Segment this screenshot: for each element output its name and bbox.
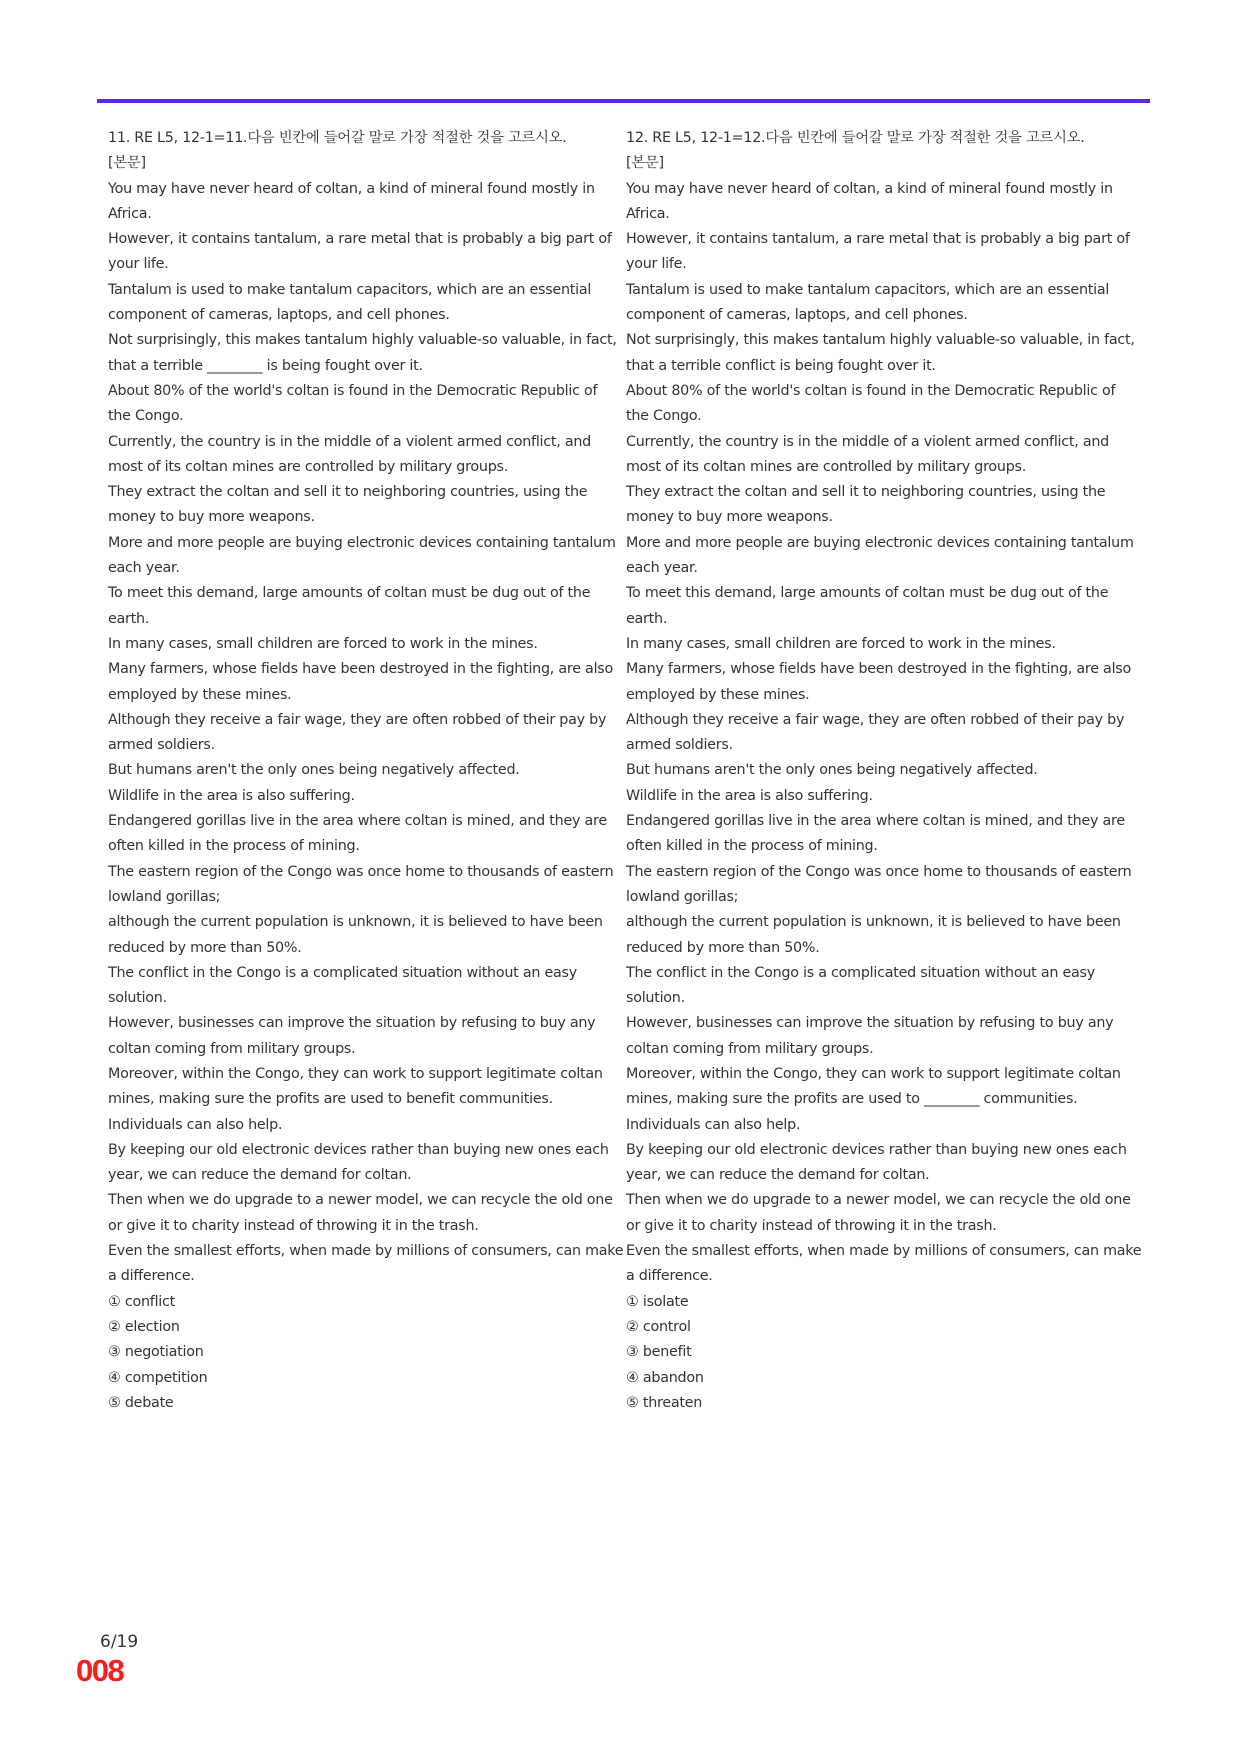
text-line: ⑤ threaten [626, 1394, 703, 1411]
text-line: You may have never heard of coltan, a kind of mineral found mostly in [108, 180, 595, 197]
text-line: solution. [626, 990, 685, 1007]
text-line: a difference. [626, 1268, 713, 1285]
text-line: Not surprisingly, this makes tantalum highly valuable-so valuable, in fact, [108, 332, 617, 349]
text-line: Then when we do upgrade to a newer model, we can recycle the old one [108, 1192, 613, 1209]
text-line: In many cases, small children are forced to work in the mines. [626, 635, 1056, 652]
text-line: reduced by more than 50%. [626, 939, 820, 956]
text-line: [본문] [108, 155, 146, 172]
text-line: lowland gorillas; [108, 888, 221, 905]
text-line: reduced by more than 50%. [108, 939, 302, 956]
text-line: money to buy more weapons. [626, 509, 833, 526]
text-line: You may have never heard of coltan, a kind of mineral found mostly in [626, 180, 1113, 197]
text-line: Endangered gorillas live in the area where coltan is mined, and they are [626, 813, 1125, 830]
text-line: ④ competition [108, 1369, 208, 1386]
text-line: mines, making sure the profits are used to ________ communities. [626, 1091, 1078, 1108]
text-line: Then when we do upgrade to a newer model, we can recycle the old one [626, 1192, 1131, 1209]
text-line: ④ abandon [626, 1369, 704, 1386]
text-line: ② control [626, 1318, 691, 1335]
text-line: Even the smallest efforts, when made by millions of consumers, can make [626, 1243, 1142, 1260]
text-line: that a terrible ________ is being fought over it. [108, 357, 423, 374]
text-line: They extract the coltan and sell it to neighboring countries, using the [108, 484, 588, 501]
text-line: Many farmers, whose fields have been destroyed in the fighting, are also [108, 661, 613, 678]
header-rule [97, 99, 1150, 103]
text-line: Moreover, within the Congo, they can work to support legitimate coltan [108, 1065, 603, 1082]
text-line: often killed in the process of mining. [108, 838, 360, 855]
text-line: armed soldiers. [626, 737, 733, 754]
text-line: Wildlife in the area is also suffering. [626, 787, 873, 804]
text-line: coltan coming from military groups. [626, 1040, 874, 1057]
text-line: coltan coming from military groups. [108, 1040, 356, 1057]
text-line: Moreover, within the Congo, they can work to support legitimate coltan [626, 1065, 1121, 1082]
text-line: Even the smallest efforts, when made by millions of consumers, can make [108, 1243, 624, 1260]
text-line: that a terrible conflict is being fought over it. [626, 357, 936, 374]
text-line: solution. [108, 990, 167, 1007]
text-line: By keeping our old electronic devices rather than buying new ones each [108, 1141, 609, 1158]
text-line: component of cameras, laptops, and cell phones. [626, 307, 968, 324]
text-line: lowland gorillas; [626, 888, 739, 905]
text-line: By keeping our old electronic devices rather than buying new ones each [626, 1141, 1127, 1158]
text-line: most of its coltan mines are controlled by military groups. [108, 458, 509, 475]
text-line: Individuals can also help. [626, 1116, 801, 1133]
text-line: Endangered gorillas live in the area where coltan is mined, and they are [108, 813, 607, 830]
text-line: ② election [108, 1318, 180, 1335]
text-line: earth. [108, 610, 150, 627]
text-line: ① conflict [108, 1293, 175, 1310]
text-line: employed by these mines. [626, 686, 810, 703]
text-line: or give it to charity instead of throwing it in the trash. [108, 1217, 479, 1234]
text-line: The conflict in the Congo is a complicated situation without an easy [108, 964, 577, 981]
question-12 [626, 126, 1142, 1416]
text-line: Individuals can also help. [108, 1116, 283, 1133]
text-line: your life. [108, 256, 169, 273]
text-line: However, it contains tantalum, a rare metal that is probably a big part of [108, 231, 612, 248]
question-11 [108, 126, 624, 1416]
text-line: Wildlife in the area is also suffering. [108, 787, 355, 804]
text-line: The eastern region of the Congo was once home to thousands of eastern [626, 863, 1132, 880]
text-line: Currently, the country is in the middle of a violent armed conflict, and [108, 433, 591, 450]
text-line: each year. [626, 560, 698, 577]
text-line: Tantalum is used to make tantalum capacitors, which are an essential [626, 281, 1110, 298]
text-line: But humans aren't the only ones being negatively affected. [626, 762, 1038, 779]
text-line: More and more people are buying electronic devices containing tantalum [626, 534, 1134, 551]
text-line: Currently, the country is in the middle of a violent armed conflict, and [626, 433, 1109, 450]
text-line: But humans aren't the only ones being negatively affected. [108, 762, 520, 779]
text-line: employed by these mines. [108, 686, 292, 703]
text-line: 11. RE L5, 12-1=11.다음 빈칸에 들어갈 말로 가장 적절한 것을 고르시오. [108, 130, 567, 146]
text-line: The conflict in the Congo is a complicated situation without an easy [626, 964, 1095, 981]
text-line: armed soldiers. [108, 737, 215, 754]
text-line: although the current population is unknown, it is believed to have been [626, 914, 1121, 931]
text-line: year, we can reduce the demand for coltan. [626, 1167, 930, 1184]
footer-code: 008 [76, 1653, 124, 1688]
text-line: the Congo. [626, 408, 702, 425]
text-line: However, businesses can improve the situation by refusing to buy any [108, 1015, 596, 1032]
text-line: the Congo. [108, 408, 184, 425]
text-line: ③ benefit [626, 1344, 692, 1361]
text-line: your life. [626, 256, 687, 273]
text-line: ③ negotiation [108, 1344, 204, 1361]
text-line: earth. [626, 610, 668, 627]
text-line: component of cameras, laptops, and cell phones. [108, 307, 450, 324]
text-line: Many farmers, whose fields have been destroyed in the fighting, are also [626, 661, 1131, 678]
text-line: In many cases, small children are forced to work in the mines. [108, 635, 538, 652]
text-line: money to buy more weapons. [108, 509, 315, 526]
text-line: most of its coltan mines are controlled by military groups. [626, 458, 1027, 475]
text-line: Africa. [108, 205, 152, 222]
text-line: mines, making sure the profits are used to benefit communities. [108, 1091, 553, 1108]
text-line: year, we can reduce the demand for coltan. [108, 1167, 412, 1184]
text-line: About 80% of the world's coltan is found in the Democratic Republic of [108, 382, 598, 399]
text-line: although the current population is unknown, it is believed to have been [108, 914, 603, 931]
text-line: ⑤ debate [108, 1394, 174, 1411]
text-line: About 80% of the world's coltan is found in the Democratic Republic of [626, 382, 1116, 399]
text-line: Although they receive a fair wage, they are often robbed of their pay by [626, 711, 1125, 728]
text-line: However, it contains tantalum, a rare metal that is probably a big part of [626, 231, 1130, 248]
text-line: More and more people are buying electronic devices containing tantalum [108, 534, 616, 551]
text-line: They extract the coltan and sell it to neighboring countries, using the [626, 484, 1106, 501]
text-line: Africa. [626, 205, 670, 222]
text-line: The eastern region of the Congo was once home to thousands of eastern [108, 863, 614, 880]
text-line: often killed in the process of mining. [626, 838, 878, 855]
text-line: Not surprisingly, this makes tantalum highly valuable-so valuable, in fact, [626, 332, 1135, 349]
page-number: 6/19 [100, 1632, 139, 1652]
text-line: However, businesses can improve the situation by refusing to buy any [626, 1015, 1114, 1032]
text-line: 12. RE L5, 12-1=12.다음 빈칸에 들어갈 말로 가장 적절한 것을 고르시오. [626, 130, 1085, 146]
text-line: To meet this demand, large amounts of coltan must be dug out of the [108, 585, 591, 602]
text-line: [본문] [626, 155, 664, 172]
text-line: To meet this demand, large amounts of coltan must be dug out of the [626, 585, 1109, 602]
text-line: a difference. [108, 1268, 195, 1285]
text-line: Tantalum is used to make tantalum capacitors, which are an essential [108, 281, 592, 298]
text-line: each year. [108, 560, 180, 577]
text-line: or give it to charity instead of throwing it in the trash. [626, 1217, 997, 1234]
text-line: Although they receive a fair wage, they are often robbed of their pay by [108, 711, 607, 728]
text-line: ① isolate [626, 1293, 689, 1310]
